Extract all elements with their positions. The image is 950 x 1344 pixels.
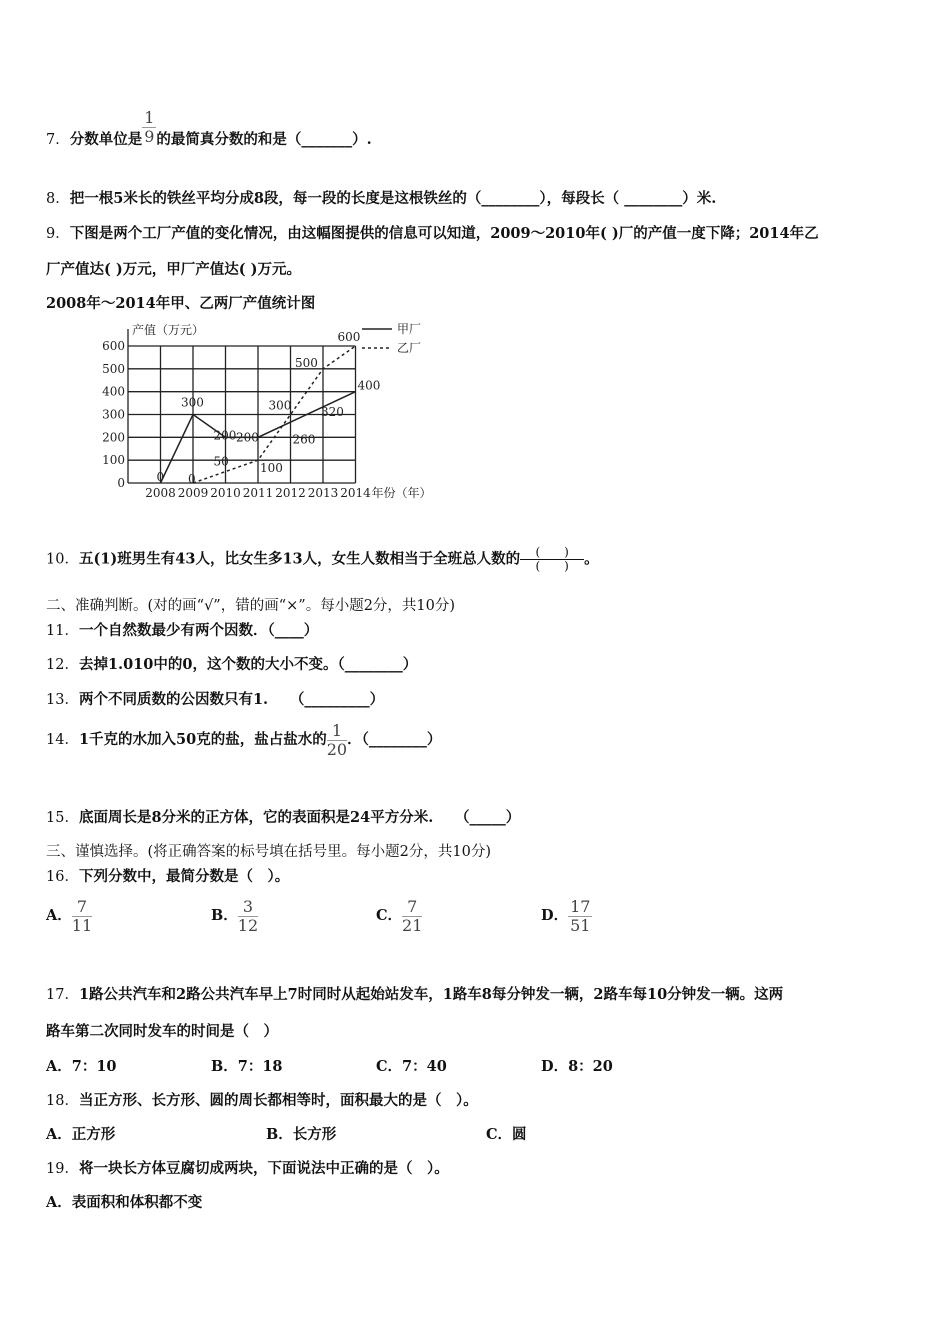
fraction bbox=[327, 722, 347, 758]
section-heading: 二、准确判断。(对的画“√”，错的画“×”。每小题2分，共10分) bbox=[46, 598, 456, 614]
question-16 bbox=[46, 865, 289, 886]
numerator: 1 bbox=[327, 722, 347, 741]
question-8 bbox=[46, 187, 716, 208]
data-label: 300 bbox=[268, 398, 292, 413]
q-number: 17． bbox=[46, 987, 79, 1003]
q-number: 15． bbox=[46, 810, 79, 826]
q-number: 10． bbox=[46, 551, 79, 568]
option-a: A．7：10 bbox=[46, 1058, 117, 1075]
question-10 bbox=[46, 546, 599, 573]
option-a: A．表面积和体积都不变 bbox=[46, 1194, 203, 1211]
q-text: 底面周长是8分米的正方体，它的表面积是24平方分米. （_____） bbox=[78, 809, 521, 826]
option-label: C． bbox=[376, 907, 403, 925]
x-tick-label: 2010 bbox=[210, 486, 241, 500]
question-12 bbox=[46, 653, 417, 674]
question-19 bbox=[46, 1157, 449, 1178]
x-tick-label: 2009 bbox=[177, 486, 209, 500]
x-tick-label: 2008 bbox=[145, 486, 176, 500]
x-tick-label: 2013 bbox=[307, 486, 339, 500]
numerator: 7 bbox=[72, 898, 92, 917]
data-label: 0 bbox=[188, 472, 196, 486]
option-a: A．正方形 bbox=[46, 1126, 116, 1143]
question-18 bbox=[46, 1089, 478, 1110]
denominator: 11 bbox=[71, 915, 93, 935]
data-label: 500 bbox=[295, 355, 318, 370]
numerator: 17 bbox=[570, 897, 591, 916]
question-9 bbox=[46, 222, 819, 243]
fraction bbox=[72, 898, 92, 934]
q-number: 18． bbox=[46, 1093, 79, 1109]
option-d bbox=[541, 898, 592, 934]
data-label: 600 bbox=[337, 330, 361, 344]
q-number: 7． bbox=[46, 132, 70, 148]
q-text: 把一根5米长的铁丝平均分成8段，每一段的长度是这根铁丝的（________），每段长（ ________）米. bbox=[69, 190, 717, 207]
denominator: 12 bbox=[237, 915, 259, 935]
option-b bbox=[211, 898, 258, 934]
section-heading: 三、谨慎选择。(将正确答案的标号填在括号里。每小题2分，共10分) bbox=[46, 844, 491, 860]
chart-title: 2008年～2014年甲、乙两厂产值统计图 bbox=[46, 295, 316, 312]
fraction bbox=[238, 898, 258, 934]
data-label: 100 bbox=[260, 461, 283, 476]
option-a bbox=[46, 898, 92, 934]
fraction bbox=[520, 546, 584, 573]
legend-label: 乙厂 bbox=[397, 341, 422, 355]
q-text: 下图是两个工厂产值的变化情况，由这幅图提供的信息可以知道，2009～2010年( )厂的产值一度下降；2014年乙 bbox=[69, 225, 819, 242]
fraction bbox=[142, 109, 156, 145]
annotation-label: 320 bbox=[321, 404, 344, 419]
question-7 bbox=[46, 107, 372, 149]
question-11 bbox=[46, 619, 318, 640]
option-b: B．长方形 bbox=[266, 1126, 337, 1143]
numerator: 7 bbox=[402, 898, 422, 917]
q-text: 的最简真分数的和是（_______）. bbox=[156, 131, 372, 148]
x-axis-label: 年份（年） bbox=[371, 486, 432, 500]
q-text: 1路公共汽车和2路公共汽车早上7时同时从起始站发车，1路车8每分钟发一辆，2路车每10分钟发一辆。这两 bbox=[78, 986, 784, 1003]
data-label: 400 bbox=[357, 378, 381, 393]
question-15 bbox=[46, 806, 520, 827]
annotation-label: 260 bbox=[292, 432, 316, 447]
numerator: ( ) bbox=[520, 546, 584, 560]
q-text: 路车第二次同时发车的时间是（ ） bbox=[46, 1023, 278, 1040]
data-label: 200 bbox=[213, 428, 237, 443]
option-label: B． bbox=[211, 907, 238, 925]
denominator: ( ) bbox=[535, 559, 569, 574]
fraction bbox=[402, 898, 422, 934]
legend-label: 甲厂 bbox=[397, 322, 422, 336]
data-label: 0 bbox=[156, 470, 165, 484]
q-number: 14． bbox=[46, 732, 79, 749]
q-number: 16． bbox=[46, 869, 79, 885]
x-tick-label: 2014 bbox=[340, 486, 371, 500]
data-label: 300 bbox=[181, 395, 204, 410]
question-13 bbox=[46, 688, 384, 709]
numerator: 1 bbox=[144, 107, 155, 127]
option-c: C．圆 bbox=[486, 1126, 527, 1143]
y-tick-label: 600 bbox=[102, 339, 125, 353]
q-number: 8． bbox=[46, 191, 70, 207]
q-number: 13． bbox=[46, 692, 79, 708]
q-text: 厂产值达( )万元，甲厂产值达( )万元。 bbox=[46, 261, 302, 278]
q-text: 当正方形、长方形、圆的周长都相等时，面积最大的是（ ）。 bbox=[78, 1092, 478, 1109]
q-text: 五(1)班男生有43人，比女生多13人，女生人数相当于全班总人数的 bbox=[78, 550, 521, 568]
y-tick-label: 400 bbox=[102, 384, 125, 399]
denominator: 20 bbox=[326, 739, 348, 759]
q-number: 9． bbox=[46, 226, 70, 242]
q-text: 。 bbox=[584, 550, 599, 568]
q-text: 分数单位是 bbox=[69, 131, 143, 148]
denominator: 9 bbox=[144, 126, 155, 146]
q-number: 11． bbox=[46, 623, 79, 639]
option-c bbox=[376, 898, 422, 934]
y-tick-label: 300 bbox=[102, 407, 125, 422]
numerator: 3 bbox=[238, 898, 258, 917]
x-tick-label: 2012 bbox=[275, 486, 306, 500]
q-number: 19． bbox=[46, 1161, 79, 1177]
q-number: 12． bbox=[46, 657, 79, 673]
y-tick-label: 200 bbox=[102, 430, 125, 445]
q-text: 1千克的水加入50克的盐，盐占盐水的 bbox=[78, 731, 327, 749]
option-c: C．7：40 bbox=[376, 1058, 447, 1075]
data-label: 200 bbox=[236, 430, 259, 445]
q-text: ．（________） bbox=[347, 731, 442, 749]
q-text: 一个自然数最少有两个因数．（____） bbox=[78, 622, 319, 639]
question-17 bbox=[46, 983, 783, 1004]
q-text: 两个不同质数的公因数只有1. （_________） bbox=[78, 691, 385, 708]
y-tick-label: 100 bbox=[102, 453, 125, 468]
option-label: D． bbox=[541, 907, 569, 925]
data-label: 50 bbox=[213, 454, 229, 469]
option-d: D．8：20 bbox=[541, 1058, 613, 1075]
question-14 bbox=[46, 722, 441, 758]
option-b: B．7：18 bbox=[211, 1058, 283, 1075]
fraction bbox=[568, 898, 592, 934]
line-chart bbox=[100, 315, 450, 505]
y-tick-label: 0 bbox=[117, 476, 125, 490]
q-text: 将一块长方体豆腐切成两块，下面说法中正确的是（ ）。 bbox=[78, 1160, 449, 1177]
denominator: 51 bbox=[570, 915, 591, 935]
option-label: A． bbox=[46, 907, 72, 925]
q-text: 去掉1.010中的0，这个数的大小不变。（________） bbox=[78, 656, 418, 673]
x-tick-label: 2011 bbox=[242, 486, 274, 500]
q-text: 下列分数中，最简分数是（ ）。 bbox=[78, 868, 290, 885]
y-axis-label: 产值（万元） bbox=[132, 323, 205, 337]
y-tick-label: 500 bbox=[102, 361, 125, 376]
denominator: 21 bbox=[402, 915, 423, 935]
